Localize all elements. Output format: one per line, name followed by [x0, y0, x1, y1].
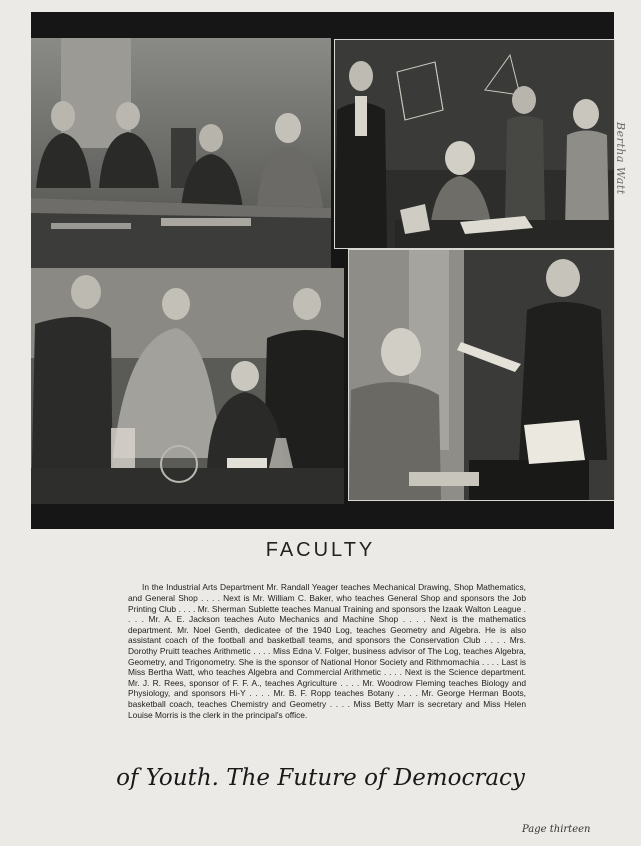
margin-handwritten-note: Bertha Watt — [614, 122, 627, 195]
section-heading: FACULTY — [265, 539, 376, 561]
photo-office-staff — [348, 249, 615, 501]
photo-collage — [31, 12, 614, 529]
photo-industrial-arts-faculty — [31, 38, 331, 278]
faculty-description-paragraph: In the Industrial Arts Department Mr. Randall Yeager teaches Mechanical Drawing, Shop Mathematics, and General Shop . . . . Next is Mr. William C. Baker, who teaches General Shop and sponsors the Job Printing Club . . . . Mr. Sherman Sublette teaches Manual Training and sponsors the Izaak Walton League . . . . Mr. A. E. Jackson teaches Auto Mechanics and Machine Shop . . . . Next is the mathematics department. Mr. Noel Genth, dedicatee of the 1940 Log, teaches Geometry and Algebra. He is also assistant coach of the football and basketball teams, and sponsors the Conservation Club . . . . Mrs. Dorothy Pruitt teaches Arithmetic . . . . Miss Edna V. Folger, business advisor of The Log, teaches Algebra, Geometry, and Trigonometry. She is the sponsor of National Honor Society and Rithmomachia . . . . Last is Miss Bertha Watt, who teaches Algebra and Commercial Arithmetic . . . . Next is the Science department. Mr. J. R. Rees, sponsor of F. F. A., teaches Agriculture . . . . Mr. Woodrow Fleming teaches Biology and Physiology, and sponsors Hi-Y . . . . Mr. B. F. Ropp teaches Botany . . . . Mr. George Herman Boots, basketball coach, teaches Chemistry and Geometry . . . . Miss Betty Marr is secretary and Miss Helen Louise Morris is the clerk in the principal's office. — [128, 582, 526, 720]
photo-mathematics-faculty — [334, 39, 615, 249]
photo-science-faculty — [31, 268, 344, 504]
script-motto: of Youth. The Future of Democracy — [116, 765, 525, 791]
page-number: Page thirteen — [522, 824, 591, 835]
